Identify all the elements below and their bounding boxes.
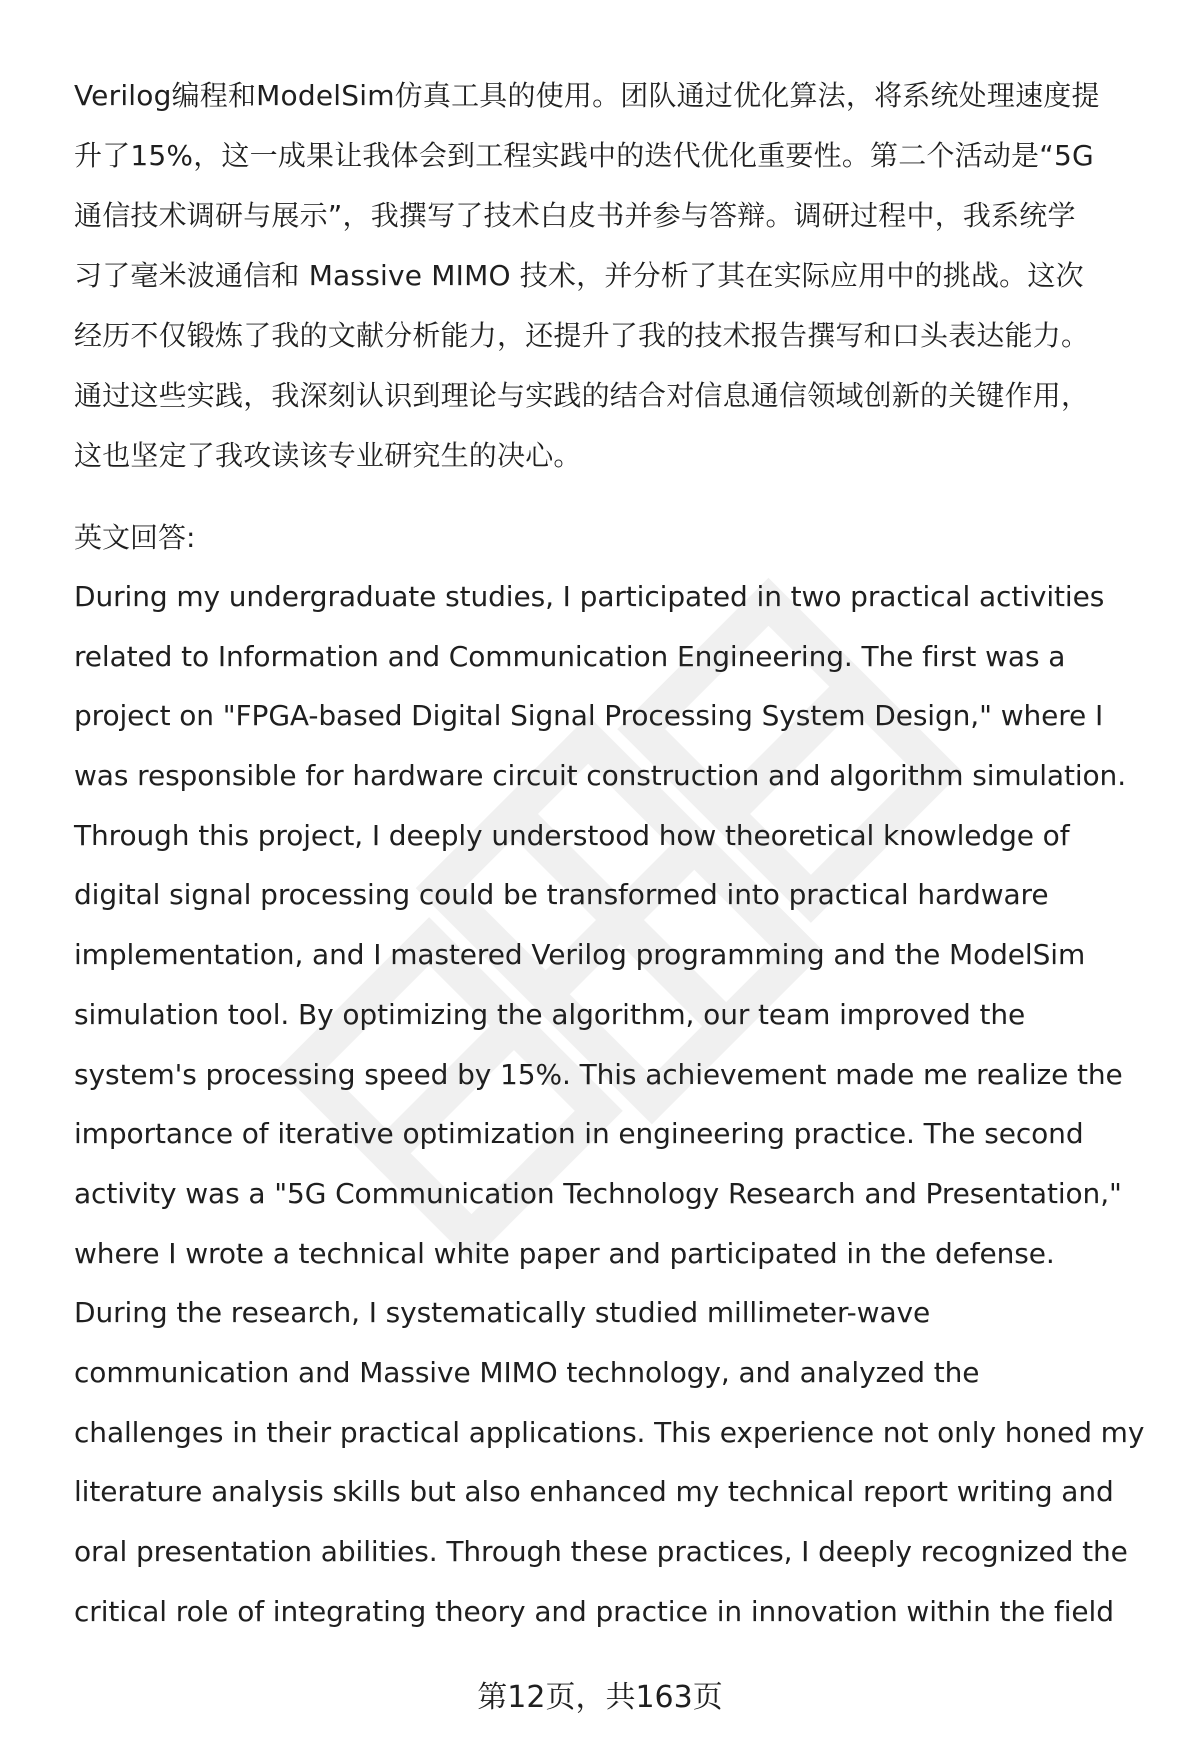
page-number-footer: 第12页，共163页 xyxy=(477,1680,723,1715)
english-line: communication and Massive MIMO technology, and analyzed the xyxy=(74,1355,980,1389)
english-line: critical role of integrating theory and practice in innovation within the field xyxy=(74,1594,1114,1628)
chinese-line: 升了15%，这一成果让我体会到工程实践中的迭代优化重要性。第二个活动是“5G xyxy=(74,139,1094,172)
english-line: related to Information and Communication Engineering. The first was a xyxy=(74,639,1066,673)
english-line: Through this project, I deeply understood how theoretical knowledge of xyxy=(74,818,1070,852)
english-line: system's processing speed by 15%. This achievement made me realize the xyxy=(74,1057,1123,1091)
english-line: During my undergraduate studies, I participated in two practical activities xyxy=(74,580,1105,613)
english-line: project on "FPGA-based Digital Signal Processing System Design," where I xyxy=(74,699,1104,733)
english-line: implementation, and I mastered Verilog programming and the ModelSim xyxy=(74,938,1086,972)
chinese-line: 这也坚定了我攻读该专业研究生的决心。 xyxy=(74,439,582,472)
chinese-answer-paragraph xyxy=(74,66,1144,486)
chinese-line: 通信技术调研与展示”，我撰写了技术白皮书并参与答辩。调研过程中，我系统学 xyxy=(74,199,1076,232)
english-answer-heading: 英文回答: xyxy=(74,521,196,554)
english-line: During the research, I systematically studied millimeter-wave xyxy=(74,1296,931,1330)
english-line: simulation tool. By optimizing the algorithm, our team improved the xyxy=(74,997,1026,1031)
english-line: where I wrote a technical white paper and participated in the defense. xyxy=(74,1236,1055,1270)
english-line: activity was a "5G Communication Technology Research and Presentation," xyxy=(74,1176,1122,1210)
chinese-line: Verilog编程和ModelSim仿真工具的使用。团队通过优化算法，将系统处理速度提 xyxy=(74,79,1100,112)
chinese-line: 经历不仅锻炼了我的文献分析能力，还提升了我的技术报告撰写和口头表达能力。 xyxy=(74,319,1090,352)
english-answer-paragraph xyxy=(74,567,1164,1641)
english-line: was responsible for hardware circuit construction and algorithm simulation. xyxy=(74,759,1127,793)
english-line: literature analysis skills but also enhanced my technical report writing and xyxy=(74,1475,1114,1509)
english-line: oral presentation abilities. Through these practices, I deeply recognized the xyxy=(74,1535,1128,1568)
english-line: importance of iterative optimization in engineering practice. The second xyxy=(74,1117,1084,1151)
english-line: challenges in their practical applications. This experience not only honed my xyxy=(74,1415,1145,1449)
chinese-line: 习了毫米波通信和 Massive MIMO 技术，并分析了其在实际应用中的挑战。这次 xyxy=(74,259,1084,292)
chinese-line: 通过这些实践，我深刻认识到理论与实践的结合对信息通信领域创新的关键作用， xyxy=(74,379,1090,412)
english-line: digital signal processing could be transformed into practical hardware xyxy=(74,878,1049,912)
